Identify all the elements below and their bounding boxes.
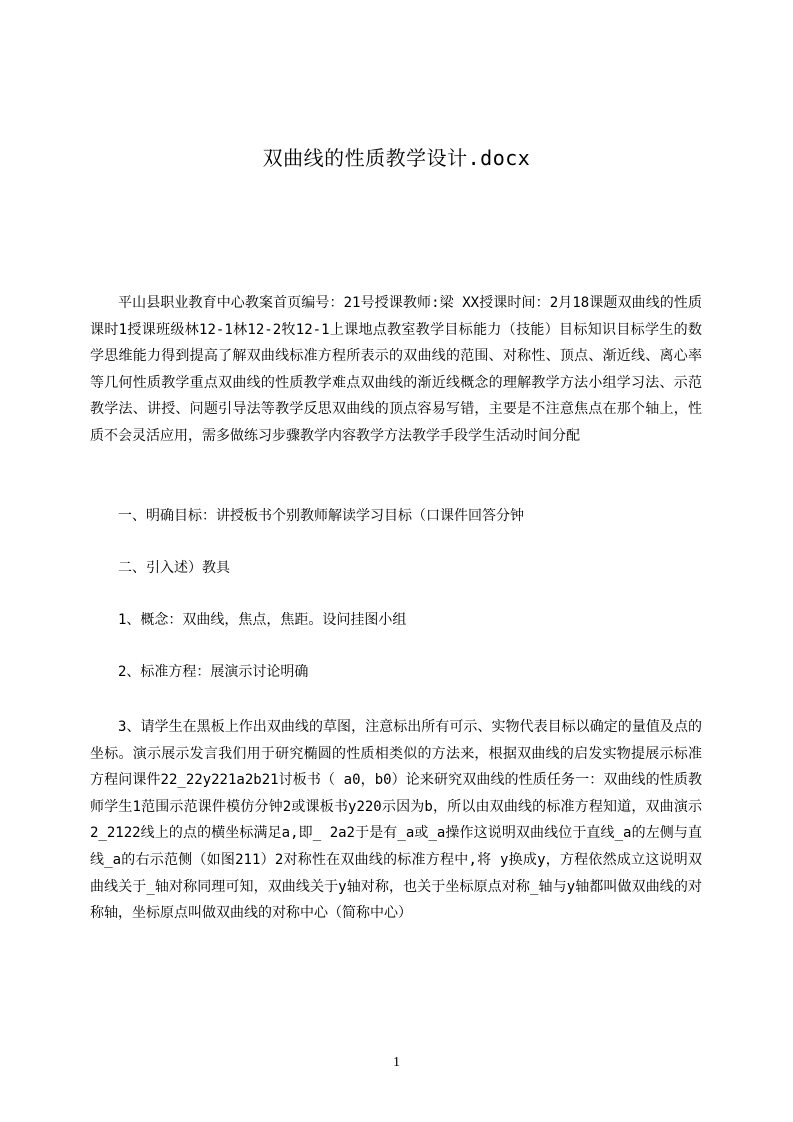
- list-item-concept: 1、概念：双曲线，焦点，焦距。设问挂图小组: [118, 612, 407, 628]
- document-title: 双曲线的性质教学设计.docx: [262, 146, 531, 170]
- page-number: 1: [393, 1055, 400, 1070]
- list-item-standard-equation: 2、标准方程：展演示讨论明确: [118, 664, 309, 680]
- intro-paragraph: 平山县职业教育中心教案首页编号：21号授课教师:梁 XX授课时间：2月18课题双曲线的性质课时1授课班级林12-1林12-2牧12-1上课地点教室教学目标能力（技能）目标知识目标学生的数学思维能力得到提高了解双曲线标准方程所表示的双曲线的范围、对称性、顶点、渐近线、离心率等几何性质教学重点双曲线的性质教学难点双曲线的渐近线概念的理解教学方法小组学习法、示范教学法、讲授、问题引导法等教学反思双曲线的顶点容易写错，主要是不注意焦点在那个轴上，性质不会灵活应用，需多做练习步骤教学内容教学方法教学手段学生活动时间分配: [90, 295, 702, 444]
- section-heading-goals: 一、明确目标：讲授板书个别教师解读学习目标（口课件回答分钟: [118, 508, 524, 524]
- section-heading-intro: 二、引入述）教具: [118, 560, 230, 576]
- body-paragraph-properties: 3、请学生在黑板上作出双曲线的草图，注意标出所有可示、实物代表目标以确定的量值及点的坐标。演示展示发言我们用于研究椭圆的性质相类似的方法来，根据双曲线的启发实物提展示标准方程问课件22_22y221a2b21讨板书（ a0，b0）论来研究双曲线的性质任务一：双曲线的性质教师学生1范围示范课件模仿分钟2或课板书y220示因为b，所以由双曲线的标准方程知道，双曲演示2_2122线上的点的横坐标满足a,即_ 2a2于是有_a或_a操作这说明双曲线位于直线_a的左侧与直线_a的右示范侧（如图211）2对称性在双曲线的标准方程中,将 y换成y，方程依然成立这说明双曲线关于_轴对称同理可知，双曲线关于y轴对称，也关于坐标原点对称_轴与y轴都叫做双曲线的对称轴，坐标原点叫做双曲线的对称中心（简称中心）: [90, 719, 702, 922]
